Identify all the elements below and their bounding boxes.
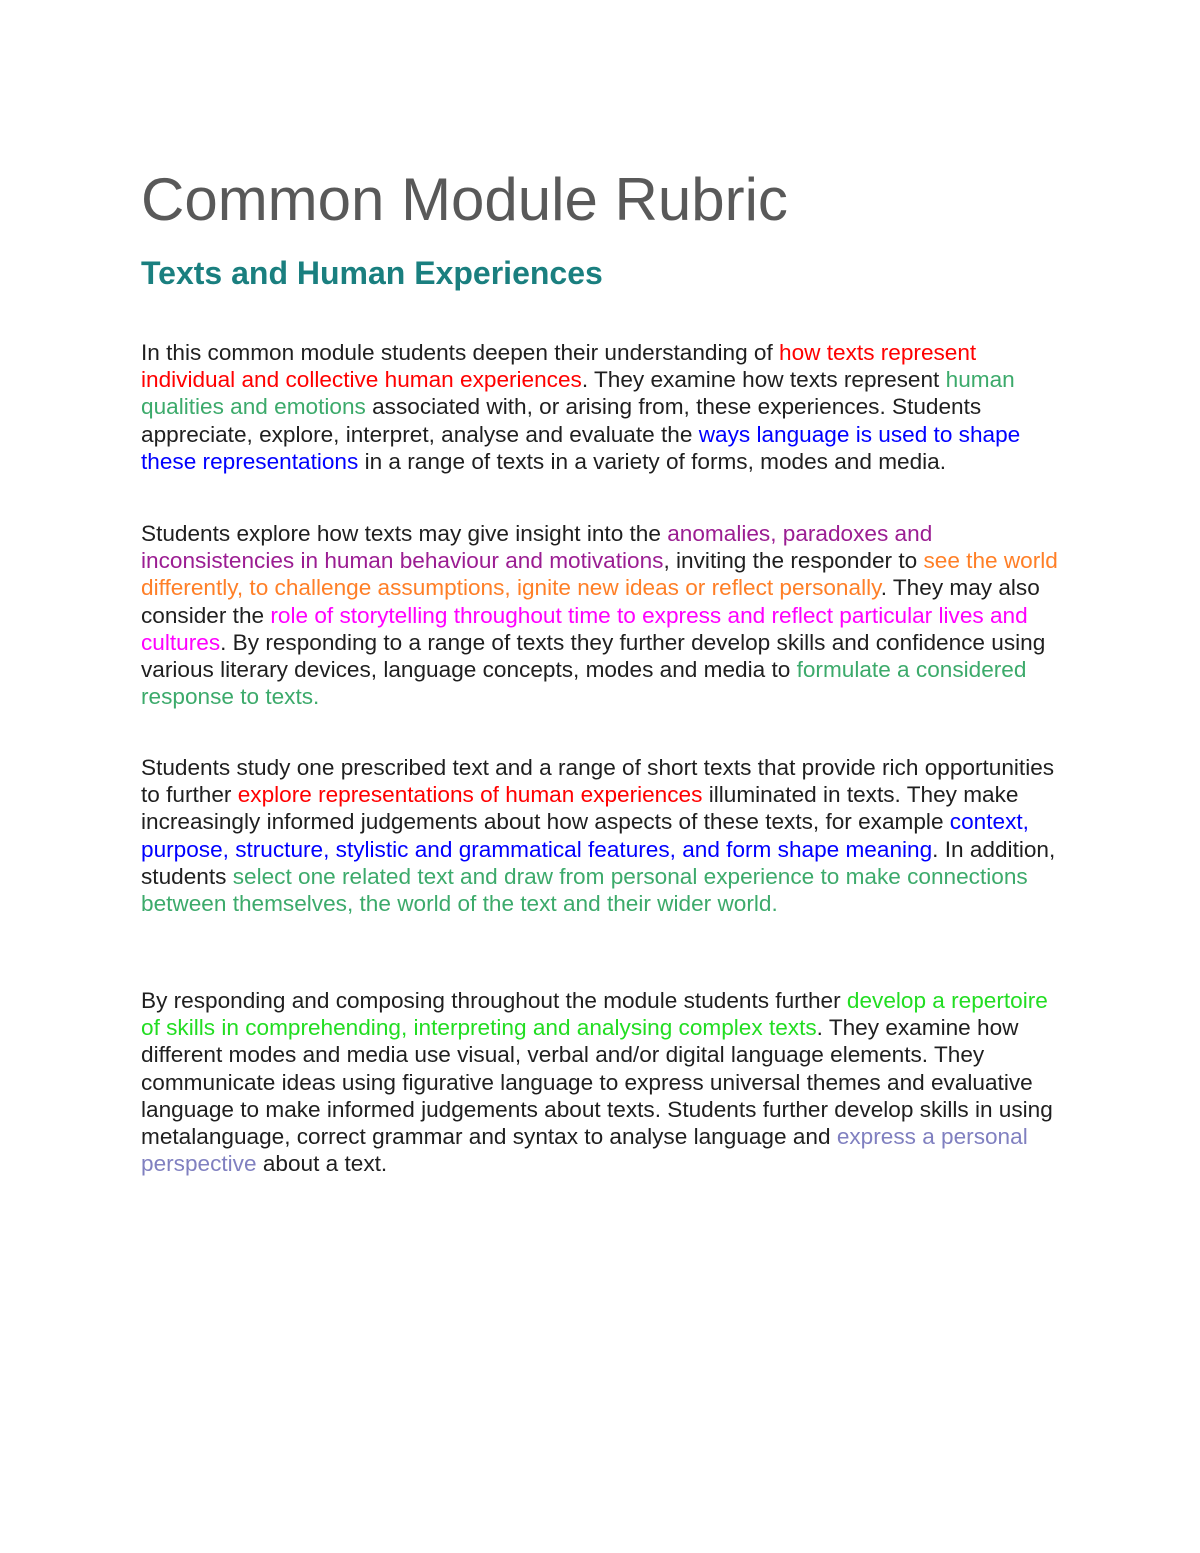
paragraph <box>141 754 1071 917</box>
highlighted-phrase: express a personal perspective <box>141 1124 1028 1177</box>
body-text: . In addition, students <box>141 836 1056 889</box>
body-text: Students study one prescribed text and a range of short texts that provide rich opportunities to further <box>141 755 1055 808</box>
highlighted-phrase: role of storytelling throughout time to express and reflect particular lives and cultures <box>141 602 1028 655</box>
body-text: illuminated in texts. They make increasingly informed judgements about how aspects of these texts, for example <box>141 782 1019 835</box>
highlighted-phrase: formulate a considered response to texts. <box>141 657 1027 710</box>
body-text: . They examine how texts represent <box>581 367 946 393</box>
body-text: associated with, or arising from, these experiences. Students appreciate, explore, interpret, analyse and evaluate the <box>141 394 982 447</box>
highlighted-phrase: how texts represent individual and collective human experiences <box>141 340 977 393</box>
body-text: . They may also consider the <box>141 575 1040 628</box>
highlighted-phrase: develop a repertoire of skills in comprehending, interpreting and analysing complex texts <box>141 988 1048 1041</box>
highlighted-phrase: select one related text and draw from personal experience to make connections between themselves, the world of the text and their wider world. <box>141 863 1028 917</box>
body-text: By responding and composing throughout the module students further <box>141 988 847 1013</box>
highlighted-phrase: context, purpose, structure, stylistic and grammatical features, and form shape meaning <box>141 809 1029 862</box>
highlighted-phrase: see the world differently, to challenge assumptions, ignite new ideas or reflect personally <box>141 548 1058 601</box>
paragraph <box>141 520 1071 710</box>
body-text: . They examine how different modes and media use visual, verbal and/or digital language elements. They communicate ideas using figurative language to express universal themes and evaluative language to make informed judgements about texts. Students further develop skills in using metalanguage, correct grammar and syntax to analyse language and <box>141 1015 1053 1150</box>
body-text: Students explore how texts may give insight into the <box>141 521 668 546</box>
highlighted-phrase: anomalies, paradoxes and inconsistencies in human behaviour and motivations <box>141 521 933 574</box>
body-text: in a range of texts in a variety of forms, modes and media. <box>358 448 947 474</box>
highlighted-phrase: human qualities and emotions <box>141 367 1015 420</box>
paragraph <box>141 987 1071 1177</box>
document-subtitle: Texts and Human Experiences <box>141 255 603 291</box>
body-text: . By responding to a range of texts they further develop skills and confidence using various literary devices, language concepts, modes and media to <box>141 629 1046 683</box>
highlighted-phrase: ways language is used to shape these representations <box>141 421 1021 474</box>
body-text: In this common module students deepen their understanding of <box>141 340 780 365</box>
highlighted-phrase: explore representations of human experiences <box>237 782 703 808</box>
body-text: , inviting the responder to <box>663 548 924 574</box>
paragraph <box>141 339 1071 475</box>
body-text: about a text. <box>256 1151 388 1177</box>
document-title: Common Module Rubric <box>141 166 788 233</box>
